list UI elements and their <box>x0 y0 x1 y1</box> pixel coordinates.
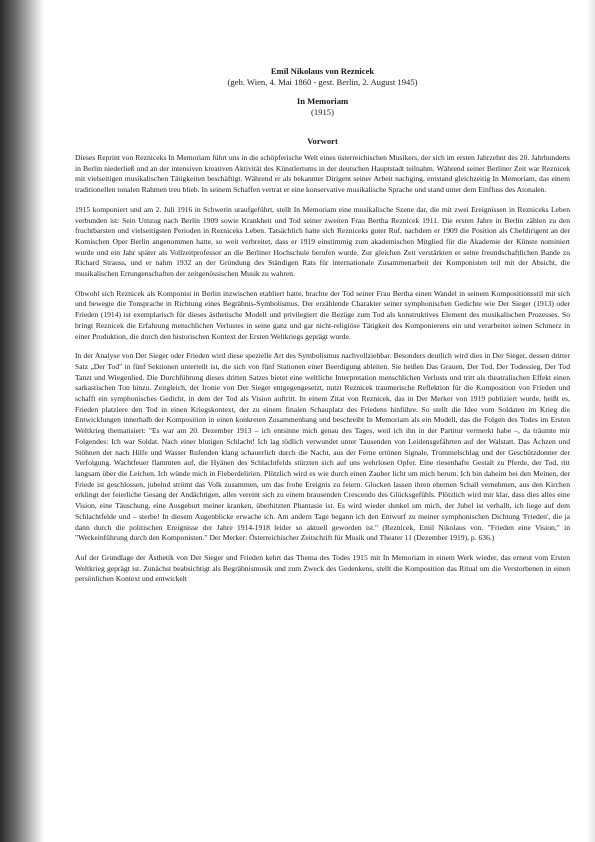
paragraph: 1915 komponiert und am 2. Juli 1916 in Schwerin uraufgeführt, stellt In Memoriam eine musikalische Szene dar, die mit zwei Ereignissen in Rezniceks Leben verbunden ist: Sein Umzug nach Berlin 1909 sowie Krankheit und Tod seiner zweiten Frau Bertha Reznicek 1911. Die ersten Jahre in Berlin zählen zu den fruchtbarsten und vielseitigsten Perioden in Rezniceks Leben. Tatsächlich hatte sich Rezniceks guter Ruf, nachdem er 1909 die Position als Chefdirigent an der Komischen Oper Berlin angenommen hatte, so weit verbreitet, dass er 1919 einstimmig zum akademischen Mitglied für die Akademie der Künste nominiert wurde und ein Jahr später als Vollzeitprofessor an die Berliner Hochschule berufen wurde. Zur gleichen Zeit verstärkten er seine freundschaftlichen Bande zu Richard Strauss, und er nahm 1932 an der Gründung des Ständigen Rats für internationale Zusammenarbeit der Komponisten teil mit der Absicht, die musikalischen Errungenschaften der zeitgenössischen Musik zu wahren. <box>75 204 570 279</box>
paragraph: In der Analyse von Der Sieger oder Frieden wird diese spezielle Art des Symbolismus nachvollziehbar. Besonders deutlich wird dies in Der Sieger, dessen dritter Satz „Der Tod" in fünf Sektionen unterteilt ist, die sich von fünf Stationen einer Beerdigung ableiten. Sie heißen Das Grauen, Der Tod, Der Todessieg, Der Tod Tanzt und Wiegenlied. Die Durchführung dieses dritten Satzes bietet eine weltliche Interpretation menschlichen Verlusts und tritt als theatralischen Effekt einen sarkastischen Ton hinzu. Zeitgleich, der Ironie von Der Sieger entgegengesetzt, nutzt Reznicek traumerische Reflektion für die Komposition von Frieden und schafft ein symphonisches Gedicht, in dem der Tod als Vision auftritt. In einem Zitat von Reznicek, das in Der Merker von 1919 publiziert wurde, heißt es, Frieden platziere den Tod in einen Kriegskontext, der zu einem finalen Schauplatz des Friedens hinführe. So stellt die Idee vom Soldaten im Krieg die Entwicklungen innerhalb der Komposition in einen konkreten Zusammenhang und beschreibt In Memoriam als ein Modell, das die Folgen des Todes im Ersten Weltkrieg thematisiert: "Es war am 20. Dezember 1913 – ich entsinne mich genau des Tages, weil ich ihn in der Partitur vermerkt habe –, da träumte mir Folgendes: Ich war Soldat. Nach einer blutigen Schlacht! Ich lag tödlich verwundet unter Tausenden von Leidensgefährten auf der Walstatt. Das Ächzen und Stöhnen der nach Hilfe und Wasser Rufenden klang schauerlich durch die Nacht, aus der Ferne ertönen Signale, Trommelschlag und der Geschützdonner der Verfolgung. Wachtfeuer flammten auf, die Hyänen des Schlachtfelds stürzten sich auf uns wehrlosen Opfer. Eine riesenhafte Gestalt zu Pferde, der Tod, ritt langsam über die Leichen. Ich wünde mich in Fieberdelirien. Plötzlich wird es wie durch einen Zauber licht um mich herum. Ich bin daheim bei den Meinen, der Friede ist geschlossen, jubelnd strömt das Volk zusammen, um das frohe Ereignis zu feiern. Glocken lassen ihren ehernen Schall vernehmen, aus den Kirchen erklingt der feierliche Gesang der Andächtigen, alles vereint sich zu einem brausenden Crescendo des Glücksgefühls. Plötzlich wird mir klar, dass dies alles eine Vision, eine Täuschung, eine Ausgeburt meiner kranken, überhitzten Phantasie ist. Es wird wieder dunkel um mich, der Jubel ist verhallt, ich liege auf dem Schlachtfelde und – sterbe! In diesem Augenblicke erwache ich. Am andern Tage begann ich den Entwurf zu meiner symphonischen Dichtung 'Frieden', die ja dann durch die politischen Ereignisse der Jahre 1914-1918 leider so aktuell geworden ist." (Reznicek, Emil Nikolaus von. "Frieden eine Vision," in "Werkeinführung durch den Komponisten." Der Merker: Österreichischer Zeitschrift für Musik und Theater 11 (Dezember 1919), p. 636.) <box>75 351 570 543</box>
paragraph: Auf der Grundlage der Ästhetik von Der Sieger und Frieden kehrt das Thema des Todes 1915 mit In Memoriam in einem Werk wieder, das erneut vom Ersten Weltkrieg geprägt ist. Zunächst beabsichtigt als Begräbnismusik und zum Zweck des Gedenkens, stellt die Komposition das Ritual um die Verstorbenen in einen persönlichen Kontext und entwickelt <box>75 552 570 584</box>
work-title: In Memoriam <box>296 96 349 106</box>
document-page <box>75 66 570 594</box>
section-heading: Vorwort <box>307 136 338 146</box>
composer-lifespan: (geb. Wien, 4. Mai 1860 - gest. Berlin, 2. August 1945) <box>227 77 418 87</box>
paragraph: Dieses Reprint von Rezniceks In Memoriam führt uns in die schöpferische Welt eines österreichischen Musikers, der sich im ersten Jahrzehnt des 20. Jahrhunderts in Berlin niederließ und an der intensiven kreativen Aktivität des Künstlertums in der deutschen Hauptstadt teilnahm. Während seiner Berliner Zeit war Reznicek mit vielseitigen musikalischen Tätigkeiten beschäftigt. Während er als bekannter Dirigent seiner Arbeit nachging, entstand gleichzeitig In Memoriam, das einem traditionellen tonalen Rahmen treu blieb. In seinem Schaffen vertrat er eine konservative musikalische Sprache und stand unter dem Einfluss des Atonalen. <box>75 153 570 195</box>
composer-name: Emil Nikolaus von Reznicek <box>270 66 375 76</box>
scan-shadow-left <box>0 0 44 842</box>
work-year: (1915) <box>311 107 334 117</box>
paragraph: Obwohl sich Reznicek als Komponist in Berlin inzwischen etabliert hatte, brachte der Tod seiner Frau Bertha einen Wandel in seinem Kompositionsstil mit sich und bewegte die Tonsprache in Richtung eines Begräbnis-Symbolismus. Der erzählende Charakter seiner symphonischen Gedichte wie Der Sieger (1913) oder Frieden (1914) ist exemplarisch für dieses ästhetische Modell und privilegiert die Bezüge zum Tod als konstruktives Element des musikalischen Prozesses. So bringt Reznicek die Erfahrung menschlichen Verlustes in seine ganz und gar nicht-religiöse Tätigkeit des Komponierens ein und verarbeitet seinen Schmerz in einer Produktion, die durch den historischen Kontext der Ersten Weltkriegs geprägt wurde. <box>75 288 570 341</box>
scan-shadow-right <box>587 0 595 842</box>
document-body <box>75 153 570 585</box>
document-header <box>75 66 570 147</box>
